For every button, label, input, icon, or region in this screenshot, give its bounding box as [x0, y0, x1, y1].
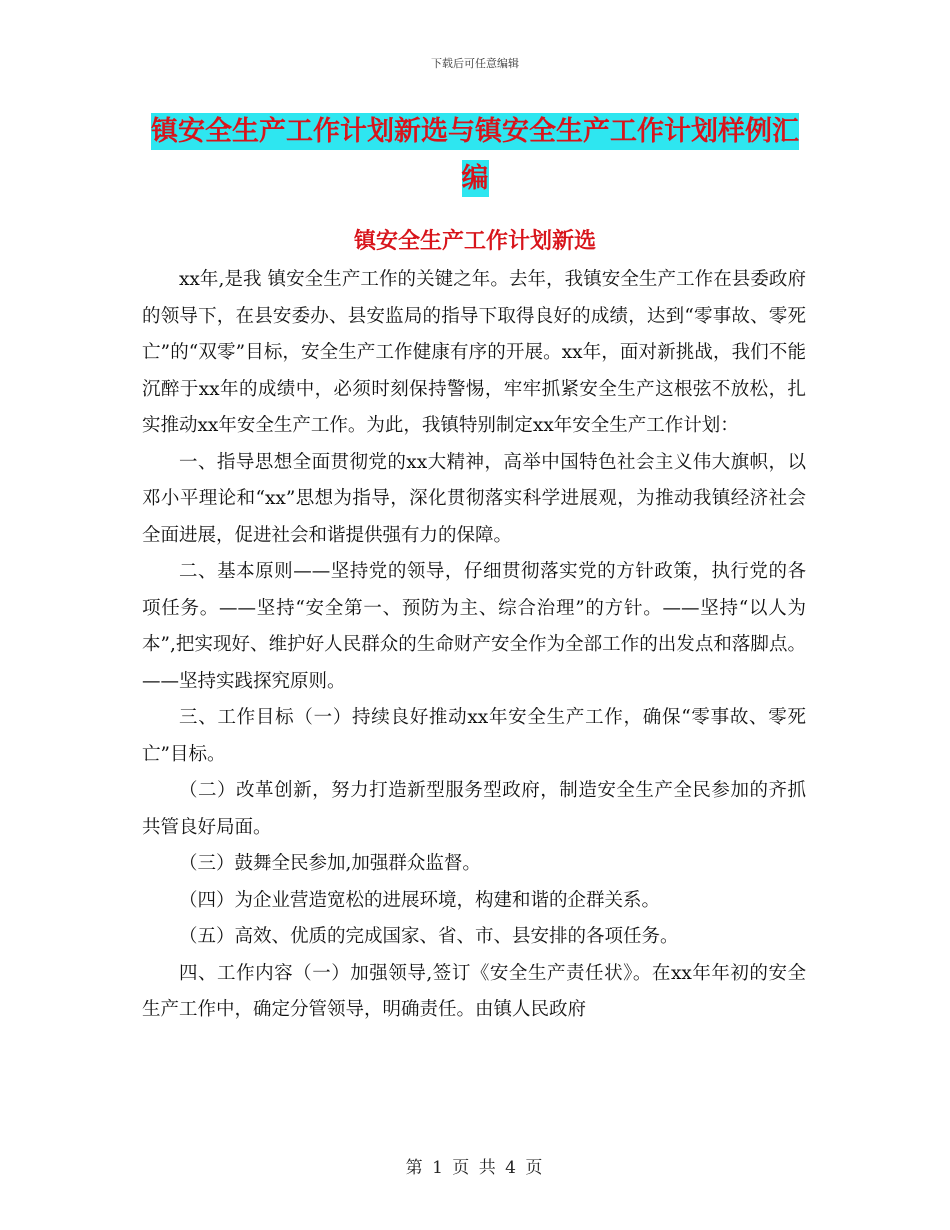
document-title	[140, 108, 810, 202]
paragraph: xx年,是我 镇安全生产工作的关键之年。去年，我镇安全生产工作在县委政府的领导下，在县安委办、县安监局的指导下取得良好的成绩，达到“零事故、零死亡”的“双零”目标，安全生产工作健康有序的开展。xx年，面对新挑战，我们不能沉醉于xx年的成绩中，必须时刻保持警惕，牢牢抓紧安全生产这根弦不放松，扎实推动xx年安全生产工作。为此，我镇特别制定xx年安全生产工作计划：	[142, 269, 806, 436]
paragraph: （二）改革创新，努力打造新型服务型政府，制造安全生产全民参加的齐抓共管良好局面。	[142, 780, 806, 838]
paragraph: 四、工作内容（一）加强领导,签订《安全生产责任状》。在xx年年初的安全生产工作中，确定分管领导，明确责任。由镇人民政府	[142, 962, 806, 1020]
page-header-note: 下载后可任意编辑	[431, 57, 519, 70]
paragraph: （五）高效、优质的完成国家、省、市、县安排的各项任务。	[179, 926, 679, 947]
paragraph: （四）为企业营造宽松的进展环境，构建和谐的企群关系。	[179, 889, 661, 911]
page-number: 第 1 页 共 4 页	[405, 1158, 545, 1178]
paragraph: 三、工作目标（一）持续良好推动xx年安全生产工作，确保“零事故、零死亡”目标。	[142, 707, 806, 765]
paragraph: （三）鼓舞全民参加,加强群众监督。	[179, 853, 481, 874]
section-title: 镇安全生产工作计划新选	[353, 229, 596, 254]
paragraph: 二、基本原则——坚持党的领导，仔细贯彻落实党的方针政策，执行党的各项任务。——坚持“安全第一、预防为主、综合治理”的方针。——坚持“以人为本”,把实现好、维护好人民群众的生命财产安全作为全部工作的出发点和落脚点。——坚持实践探究原则。	[142, 561, 806, 692]
document-title-text: 镇安全生产工作计划新选与镇安全生产工作计划样例汇编	[151, 113, 799, 197]
document-body	[142, 262, 806, 1029]
paragraph: 一、指导思想全面贯彻党的xx大精神，高举中国特色社会主义伟大旗帜，以邓小平理论和“xx”思想为指导，深化贯彻落实科学进展观，为推动我镇经济社会全面进展，促进社会和谐提供强有力的保障。	[142, 451, 806, 546]
